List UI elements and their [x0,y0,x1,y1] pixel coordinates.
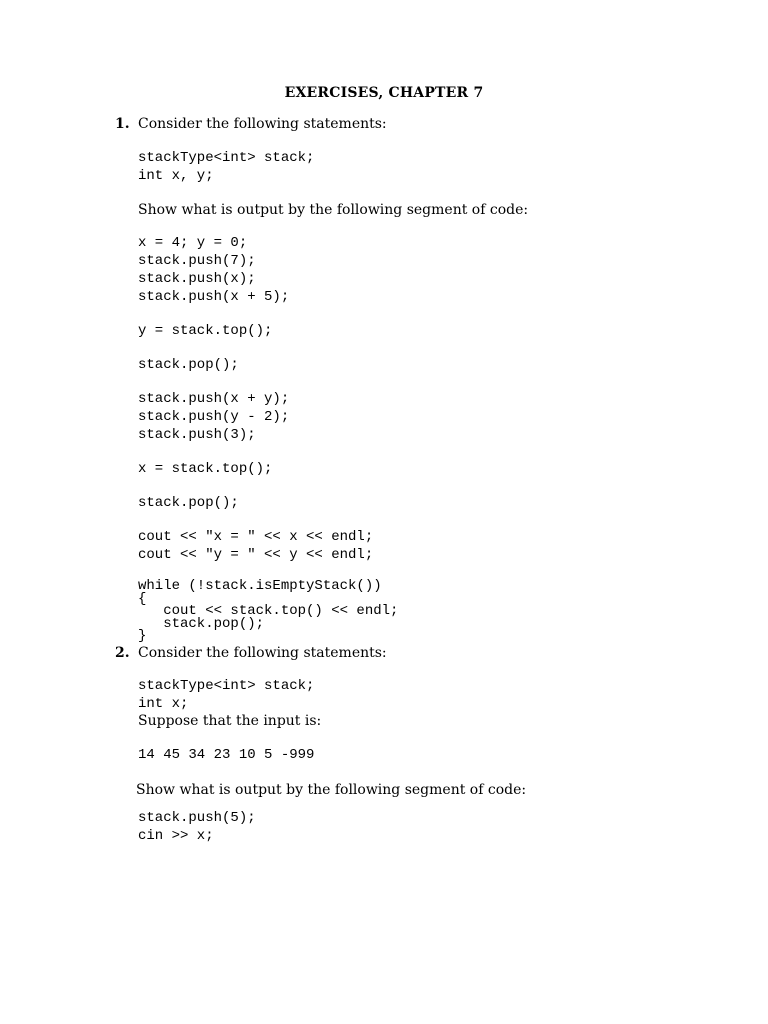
exercise-1-code-block-2: y = stack.top(); [138,323,273,339]
exercise-2-declarations: stackType<int> stack; int x; [138,678,315,712]
exercise-2-input-values: 14 45 34 23 10 5 -999 [138,747,315,763]
exercise-1-intro: Consider the following statements: [138,116,387,132]
exercise-2-question: Show what is output by the following segment of code: [136,782,527,798]
exercise-1-code-block-1: x = 4; y = 0; stack.push(7); stack.push(x); stack.push(x + 5); [138,235,290,305]
page-title: EXERCISES, CHAPTER 7 [284,85,484,101]
exercise-1-code-block-3: stack.pop(); [138,357,239,373]
exercise-1-declarations: stackType<int> stack; int x, y; [138,150,315,184]
exercise-1-code-block-6: stack.pop(); [138,495,239,511]
exercise-2-number: 2. [115,645,130,661]
exercise-1-number: 1. [115,116,130,132]
exercise-1-code-block-4: stack.push(x + y); stack.push(y - 2); stack.push(3); [138,391,290,443]
exercise-1-question: Show what is output by the following segment of code: [138,202,529,218]
exercise-1-code-block-5: x = stack.top(); [138,461,273,477]
exercise-1-code-block-8: while (!stack.isEmptyStack()) { cout << stack.top() << endl; stack.pop(); } [138,578,399,644]
exercise-2-input-prompt: Suppose that the input is: [138,713,322,729]
exercise-2-intro: Consider the following statements: [138,645,387,661]
exercise-1-code-block-7: cout << "x = " << x << endl; cout << "y = " << y << endl; [138,529,374,563]
exercise-2-code-block-1: stack.push(5); cin >> x; [138,810,256,844]
